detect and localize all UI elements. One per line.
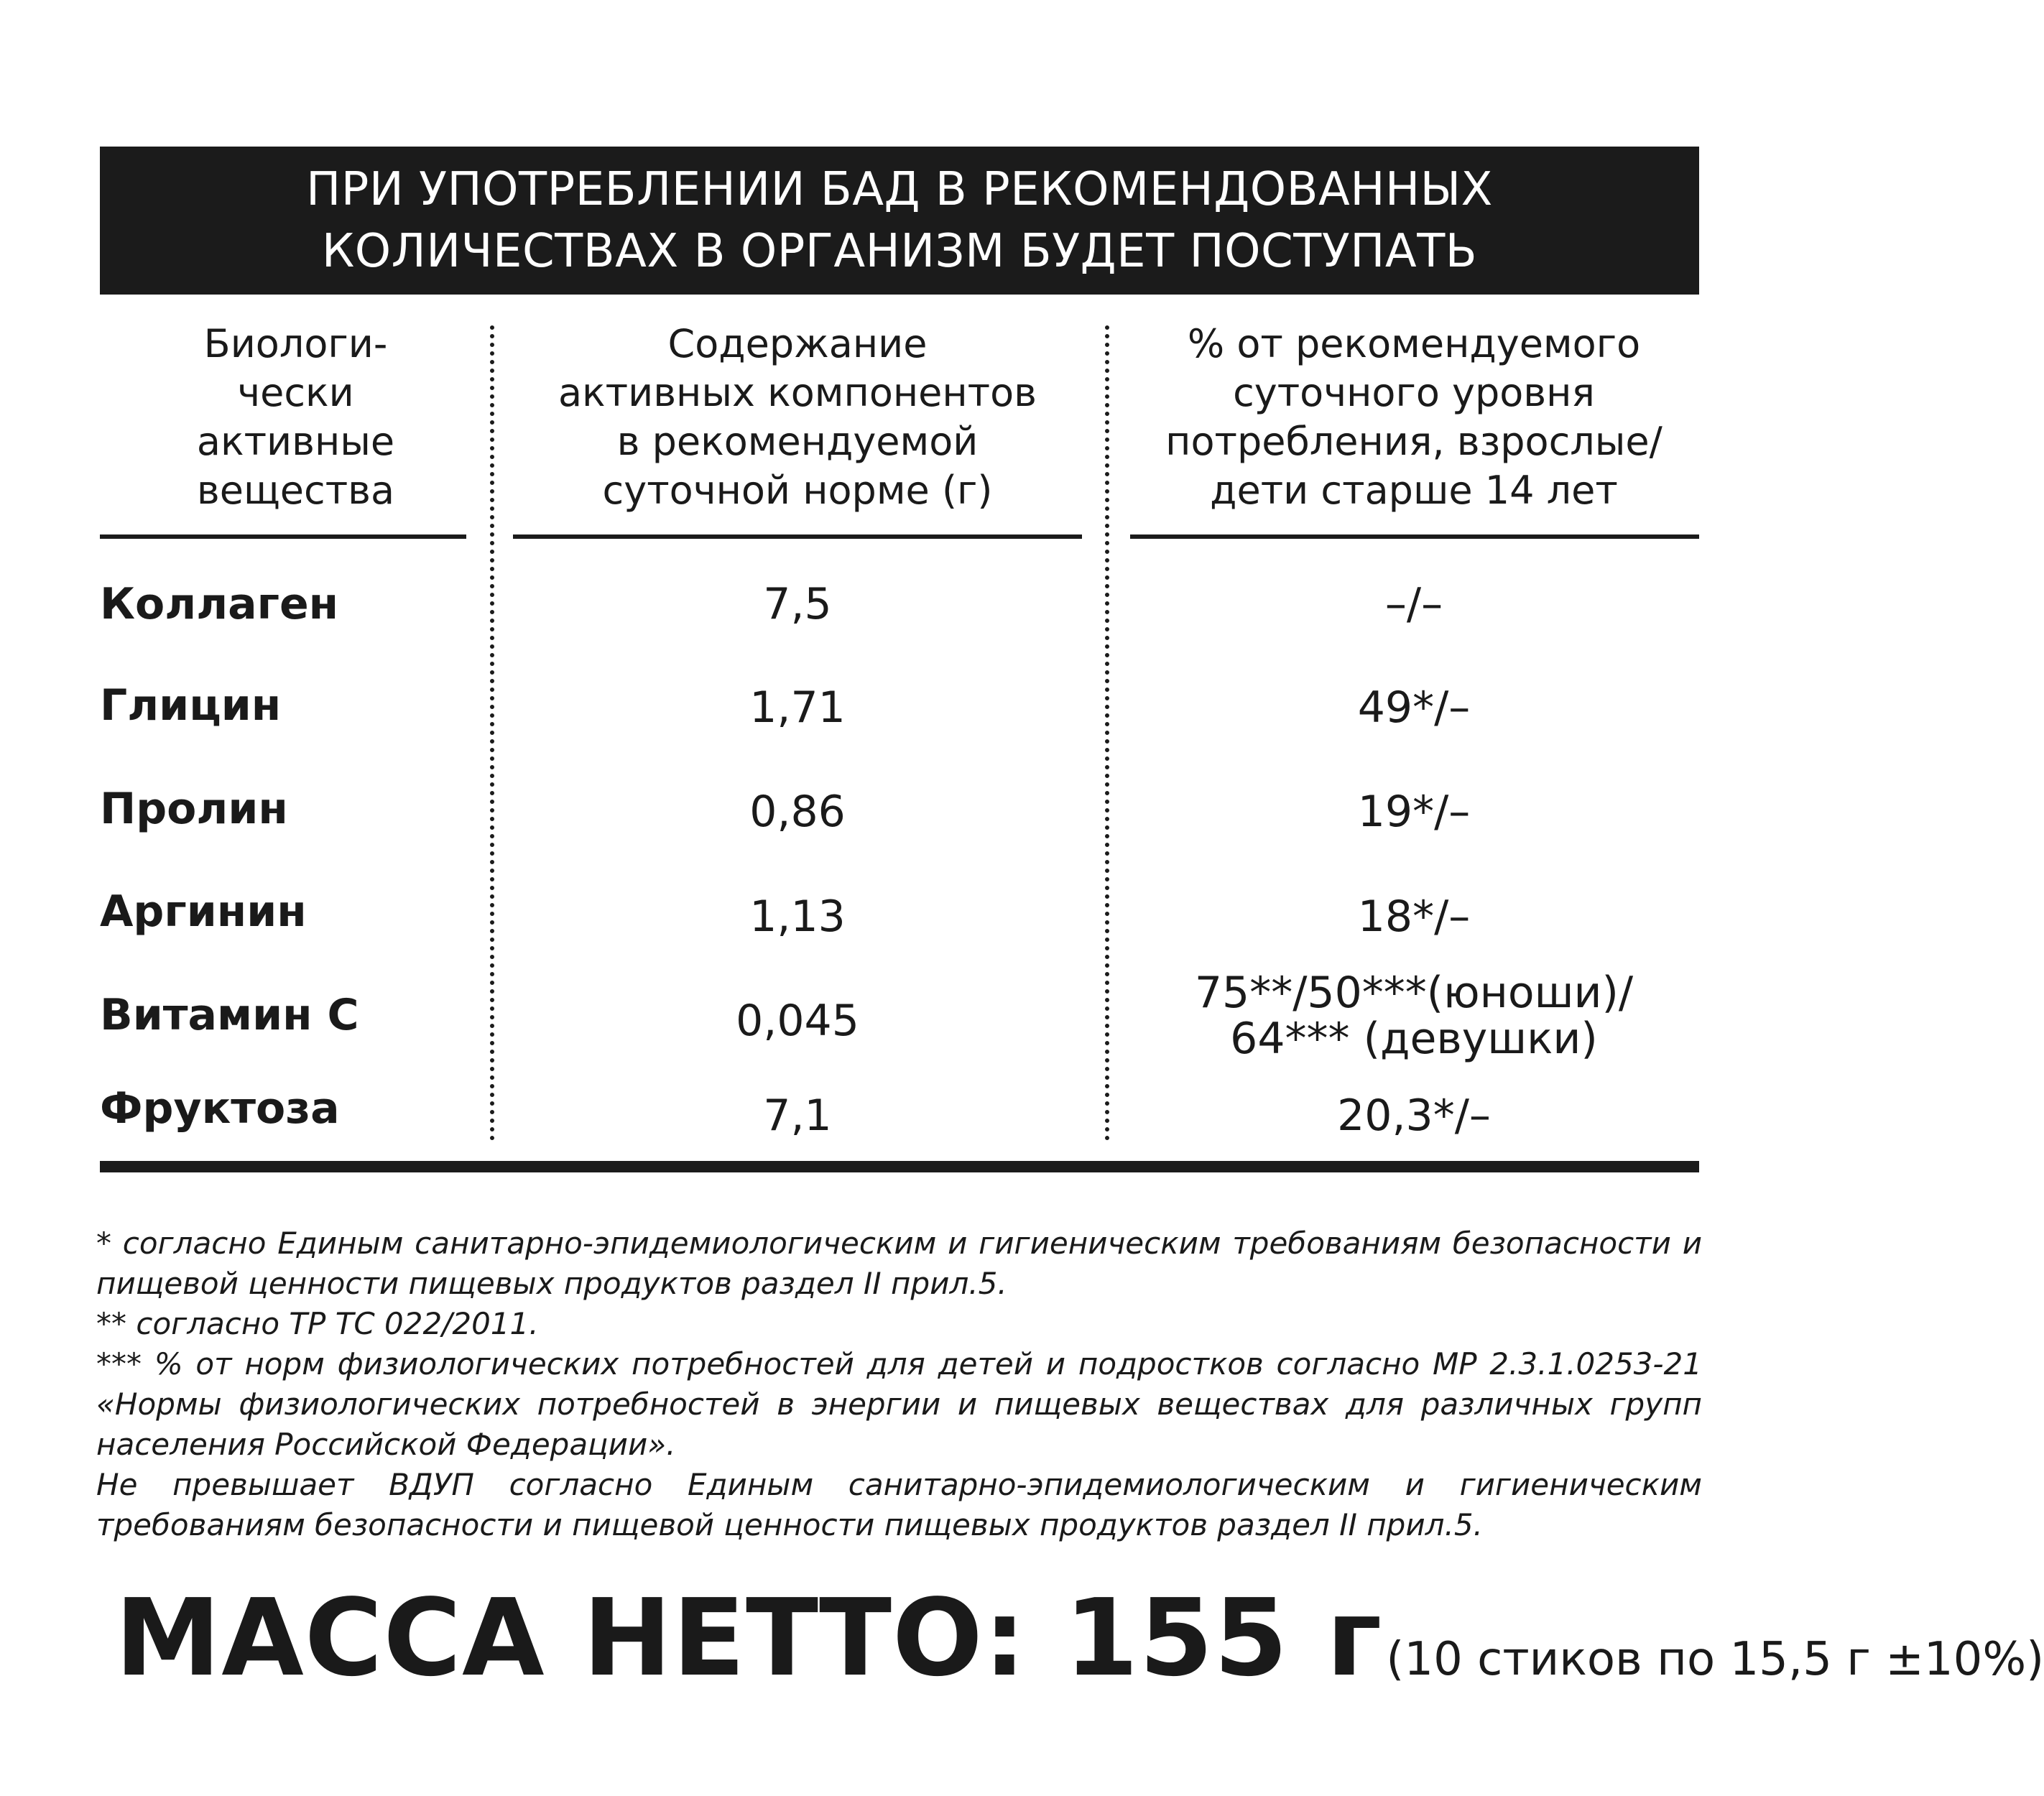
column-header-line: % от рекомендуемого [1187, 321, 1641, 366]
row-percent-value: 19*/– [1357, 787, 1471, 837]
column-header-line: активных компонентов [558, 370, 1037, 415]
row-substance-name: Витамин С [100, 990, 359, 1040]
row-percent-value [1130, 970, 1698, 1062]
row-percent-value: 18*/– [1357, 892, 1471, 942]
header-line-1: ПРИ УПОТРЕБЛЕНИИ БАД В РЕКОМЕНДОВАННЫХ [306, 163, 1493, 216]
footnote: * согласно Единым санитарно-эпидемиологическим и гигиеническим требованиям безопасности и пищевой ценности пищевых продуктов раздел II прил.5. [96, 1226, 1702, 1301]
header-underline [1130, 534, 1699, 539]
row-percent-line: 64*** (девушки) [1230, 1014, 1598, 1064]
column-divider [1105, 325, 1109, 1141]
column-header-substance [100, 320, 491, 515]
column-divider [490, 325, 494, 1141]
row-content-value: 1,71 [749, 682, 846, 733]
column-header-line: активные [196, 419, 395, 464]
footnote: Не превышает ВДУП согласно Единым санитарно-эпидемиологическим и гигиеническим требованиям безопасности и пищевой ценности пищевых продуктов раздел II прил.5. [96, 1467, 1702, 1542]
column-header-percent [1130, 320, 1698, 515]
row-content-value: 7,1 [763, 1091, 832, 1141]
column-header-line: потребления, взрослые/ [1165, 419, 1663, 464]
row-substance-name: Глицин [100, 680, 282, 731]
row-substance-name: Коллаген [100, 579, 339, 629]
footnotes [96, 1223, 1702, 1545]
column-header-line: вещества [196, 468, 395, 513]
row-substance-name: Пролин [100, 784, 288, 834]
table-bottom-rule [100, 1161, 1699, 1172]
row-content-value: 0,86 [749, 787, 846, 837]
header-banner [100, 147, 1699, 295]
footnote: *** % от норм физиологических потребностей для детей и подростков согласно МР 2.3.1.0253-21 «Нормы физиологических потребностей в энергии и пищевых веществах для различных групп населения Российской Федерации». [96, 1346, 1702, 1462]
column-header-line: суточного уровня [1233, 370, 1595, 415]
row-percent-value: –/– [1384, 579, 1443, 629]
footnote: ** согласно ТР ТС 022/2011. [96, 1306, 539, 1341]
row-percent-line: 75**/50***(юноши)/ [1194, 968, 1634, 1018]
header-underline [513, 534, 1082, 539]
row-percent-value: 49*/– [1357, 682, 1471, 733]
row-substance-name: Аргинин [100, 887, 307, 937]
column-header-line: Биологи- [203, 321, 388, 366]
net-mass-label: МАССА НЕТТО: 155 г [115, 1576, 1383, 1700]
column-header-line: Содержание [667, 321, 928, 366]
column-header-content [513, 320, 1082, 515]
column-header-line: дети старше 14 лет [1210, 468, 1618, 513]
row-content-value: 7,5 [763, 579, 832, 629]
column-header-line: суточной норме (г) [602, 468, 993, 513]
header-line-2: КОЛИЧЕСТВАХ В ОРГАНИЗМ БУДЕТ ПОСТУПАТЬ [321, 225, 1478, 278]
column-header-line: в рекомендуемой [616, 419, 979, 464]
column-header-line: чески [237, 370, 354, 415]
row-substance-name: Фруктоза [100, 1083, 340, 1134]
row-content-value: 1,13 [749, 892, 846, 942]
net-mass [115, 1573, 2044, 1724]
row-percent-value: 20,3*/– [1337, 1091, 1491, 1141]
row-content-value: 0,045 [736, 996, 859, 1046]
header-underline [100, 534, 466, 539]
net-mass-detail: (10 стиков по 15,5 г ±10%) [1386, 1633, 2044, 1686]
